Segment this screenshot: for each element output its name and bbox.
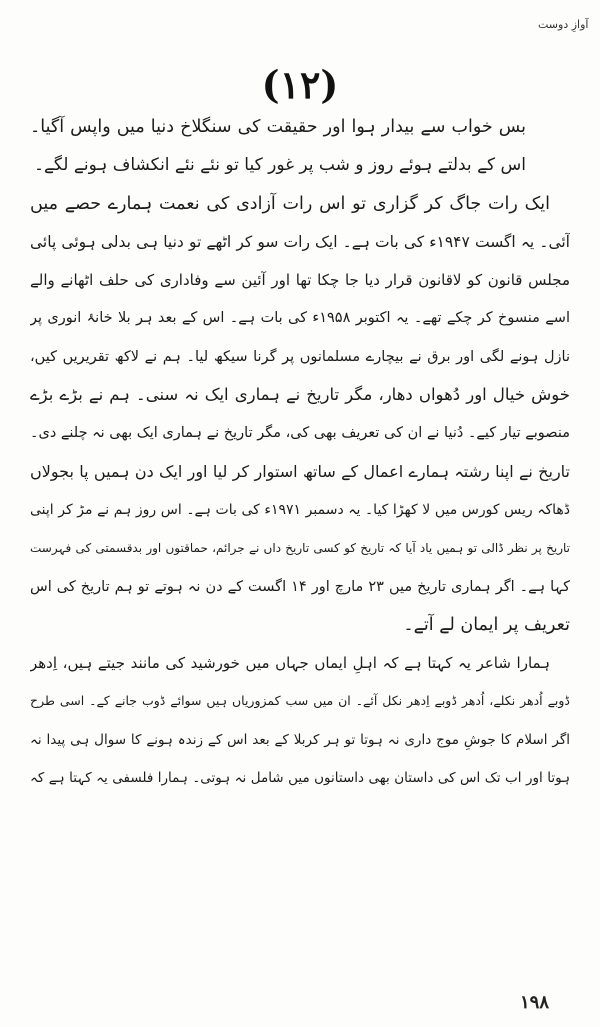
text-line: اس کے بدلتے ہوئے روز و شب پر غور کیا تو نئے نئے انکشاف ہونے لگے۔: [33, 155, 526, 176]
chapter-number: (۱۲): [261, 62, 339, 107]
text-line: ڈھاکہ ریس کورس میں لا کھڑا کیا۔ یہ دسمبر ۱۹۷۱ء کی بات ہے۔ اس روز ہم نے مڑ کر اپنی: [30, 501, 570, 518]
text-line: کہا ہے۔ اگر ہماری تاریخ میں ۲۳ مارچ اور ۱۴ اگست کے دن نہ ہوتے تو ہم تاریخ کی اس: [30, 578, 570, 595]
text-line: ہمارا شاعر یہ کہتا ہے کہ اہلِ ایماں جہاں میں خورشید کی مانند جیتے ہیں، اِدھر: [30, 654, 550, 673]
text-line: منصوبے تیار کیے۔ دُنیا نے ان کی تعریف بھی کی، مگر تاریخ نے ہماری ایک بھی نہ چلنے دی۔: [30, 425, 570, 442]
text-line: تاریخ پر نظر ڈالی تو ہمیں یاد آیا کہ تاریخ کو کسی تاریخ داں نے جرائم، حماقتوں اور بدقسمتی کی فہرست: [30, 541, 570, 556]
text-line: اسے منسوخ کر چکے تھے۔ یہ اکتوبر ۱۹۵۸ء کی بات ہے۔ اس کے بعد ہر بلا خانۂ انوری پر: [30, 310, 570, 327]
text-line: بس خواب سے بیدار ہوا اور حقیقت کی سنگلاخ دنیا میں واپس آگیا۔: [30, 117, 526, 137]
page-number: ۱۹۸: [520, 992, 550, 1013]
text-line: اگر اسلام کا جوشِ موج داری نہ ہوتا تو ہر کربلا کے بعد اس کے زندہ ہونے کا سوال ہی پیدا نہ: [30, 731, 570, 748]
text-line: تعریف پر ایمان لے آتے۔: [403, 614, 570, 635]
text-line: مجلس قانون کو لاقانون قرار دیا جا چکا تھا اور آئین سے وفاداری کی حلف اٹھانے والے: [30, 271, 570, 290]
text-line: ہوتا اور اب تک اس کی داستان بھی داستانوں میں شامل نہ ہوتی۔ ہمارا فلسفی یہ کہتا ہے کہ: [30, 770, 570, 787]
text-line: آئی۔ یہ اگست ۱۹۴۷ء کی بات ہے۔ ایک رات سو کر اٹھے تو دنیا ہی بدلی ہوئی پائی: [30, 232, 570, 251]
text-line: نازل ہونے لگی اور برق نے بیچارے مسلمانوں پر گرنا سیکھ لیا۔ ہم نے لاکھ تقریریں کیں،: [30, 348, 570, 365]
running-head: آوازِ دوست: [538, 18, 589, 31]
text-line: خوش خیال اور دُھواں دھار، مگر تاریخ نے ہماری ایک نہ سنی۔ ہم نے بڑے بڑے: [30, 385, 570, 405]
body-text: [30, 108, 570, 797]
text-line: ایک رات جاگ کر گزاری تو اس رات آزادی کی نعمت ہمارے حصے میں: [30, 193, 550, 214]
text-line: ڈوبے اُدھر نکلے، اُدھر ڈوبے اِدھر نکل آئے۔ ان میں سب کمزوریاں ہیں سوائے ڈوب جانے کے۔ اسی طرح: [30, 693, 570, 709]
text-line: تاریخ نے اپنا رشتہ ہمارے اعمال کے ساتھ استوار کر لیا اور ایک دن ہمیں پا بجولاں: [30, 461, 570, 481]
